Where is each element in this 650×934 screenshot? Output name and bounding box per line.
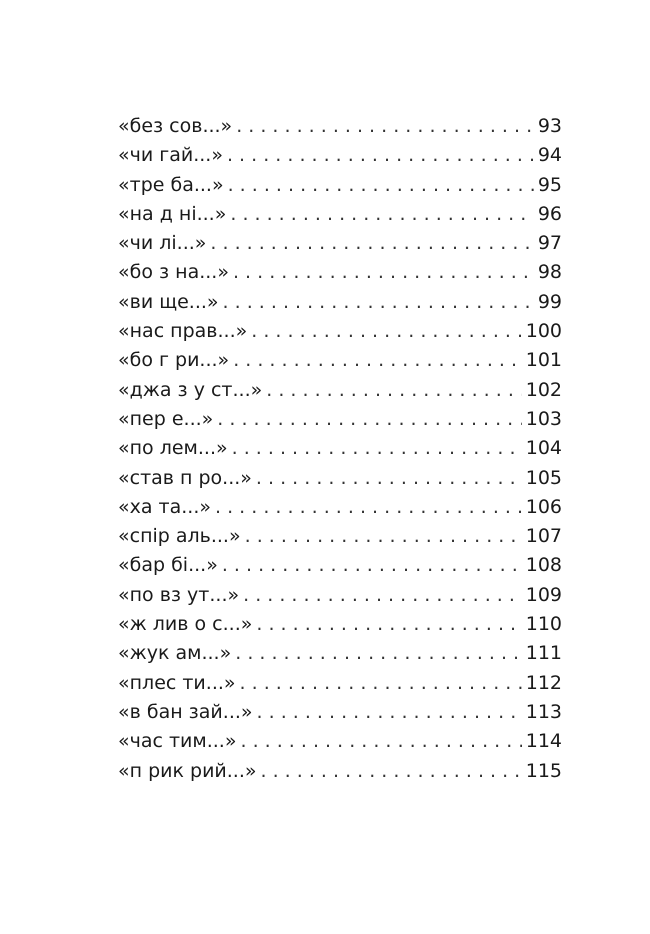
toc-entry <box>118 258 562 287</box>
toc-entry-page-number: 108 <box>525 554 562 577</box>
dot-leader <box>235 639 522 668</box>
dot-leader <box>222 551 522 580</box>
toc-entry <box>118 171 562 200</box>
dot-leader <box>210 229 533 258</box>
dot-leader <box>230 200 533 229</box>
toc-entry-title: «час тим...» <box>118 730 237 753</box>
toc-entry-page-number: 95 <box>537 173 562 196</box>
toc-entry-title: «став п ро...» <box>118 466 252 489</box>
dot-leader <box>240 727 521 756</box>
toc-entry-title: «ви ще...» <box>118 290 219 313</box>
toc-entry <box>118 112 562 141</box>
dot-leader <box>245 522 522 551</box>
toc-entry-page-number: 94 <box>537 144 562 167</box>
toc-entry-title: «бо з на...» <box>118 261 229 284</box>
toc-entry <box>118 405 562 434</box>
toc-entry <box>118 551 562 580</box>
toc-entry-title: «ж лив о с...» <box>118 613 253 636</box>
toc-entry-page-number: 115 <box>525 759 562 782</box>
toc-entry-title: «бар бі...» <box>118 554 218 577</box>
toc-entry <box>118 229 562 258</box>
toc-entry-page-number: 98 <box>537 261 562 284</box>
toc-entry <box>118 698 562 727</box>
toc-entry <box>118 434 562 463</box>
toc-entry-title: «джа з у ст...» <box>118 378 263 401</box>
toc-entry <box>118 493 562 522</box>
toc-entry-page-number: 114 <box>525 730 562 753</box>
toc-entry-title: «ха та...» <box>118 495 212 518</box>
toc-entry-page-number: 103 <box>525 407 562 430</box>
toc-entry-page-number: 105 <box>525 466 562 489</box>
toc-entry-page-number: 93 <box>537 115 562 137</box>
toc-entry-page-number: 111 <box>525 642 562 665</box>
toc-entry-title: «спір аль...» <box>118 525 241 548</box>
toc-entry-page-number: 104 <box>525 437 562 460</box>
toc-entry <box>118 522 562 551</box>
toc-entry-page-number: 106 <box>525 495 562 518</box>
dot-leader <box>240 669 522 698</box>
toc-entry-page-number: 112 <box>525 671 562 694</box>
toc-entry <box>118 376 562 405</box>
toc-entry-page-number: 110 <box>525 613 562 636</box>
toc-entry-page-number: 102 <box>525 378 562 401</box>
toc-entry-title: «плес ти...» <box>118 671 236 694</box>
toc-entry-title: «тре ба...» <box>118 173 224 196</box>
toc-entry-title: «нас прав...» <box>118 320 248 343</box>
toc-entry-page-number: 96 <box>537 202 562 225</box>
toc-entry <box>118 288 562 317</box>
dot-leader <box>227 141 534 170</box>
dot-leader <box>236 112 534 141</box>
toc-entry <box>118 727 562 756</box>
toc-entry-page-number: 109 <box>525 583 562 606</box>
dot-leader <box>243 581 522 610</box>
toc-entry-title: «бо г ри...» <box>118 349 230 372</box>
dot-leader <box>215 493 522 522</box>
toc-entry <box>118 317 562 346</box>
toc-entry-title: «п рик рий...» <box>118 759 257 782</box>
toc-entry-page-number: 99 <box>537 290 562 313</box>
toc-entry-title: «пер е...» <box>118 407 214 430</box>
dot-leader <box>233 346 522 375</box>
dot-leader <box>266 376 521 405</box>
toc-entry-title: «чи гай...» <box>118 144 223 167</box>
toc-entry <box>118 669 562 698</box>
toc-entry-title: «на д ні...» <box>118 202 227 225</box>
toc-entry-page-number: 101 <box>525 349 562 372</box>
toc-entry-page-number: 100 <box>525 320 562 343</box>
dot-leader <box>257 698 522 727</box>
toc-entry-title: «по лем...» <box>118 437 228 460</box>
toc-entry-title: «по вз ут...» <box>118 583 240 606</box>
toc-entry <box>118 639 562 668</box>
dot-leader <box>223 288 534 317</box>
toc-entry <box>118 581 562 610</box>
toc-entry <box>118 141 562 170</box>
toc-entry <box>118 610 562 639</box>
toc-entry-title: «в бан зай...» <box>118 700 253 723</box>
toc-entry <box>118 757 562 786</box>
toc-entry <box>118 464 562 493</box>
dot-leader <box>251 317 521 346</box>
toc-entry-page-number: 97 <box>537 232 562 255</box>
dot-leader <box>228 171 534 200</box>
dot-leader <box>261 757 522 786</box>
dot-leader <box>217 405 521 434</box>
toc-entry-title: «жук ам...» <box>118 642 232 665</box>
dot-leader <box>256 610 521 639</box>
dot-leader <box>233 258 534 287</box>
toc-entry-page-number: 107 <box>525 525 562 548</box>
toc-entry-title: «без сов...» <box>118 115 233 137</box>
toc-entry-title: «чи лі...» <box>118 232 207 255</box>
toc-entry <box>118 346 562 375</box>
toc-entry-page-number: 113 <box>525 700 562 723</box>
dot-leader <box>256 464 522 493</box>
toc-entry <box>118 200 562 229</box>
dot-leader <box>232 434 522 463</box>
table-of-contents <box>118 112 562 786</box>
